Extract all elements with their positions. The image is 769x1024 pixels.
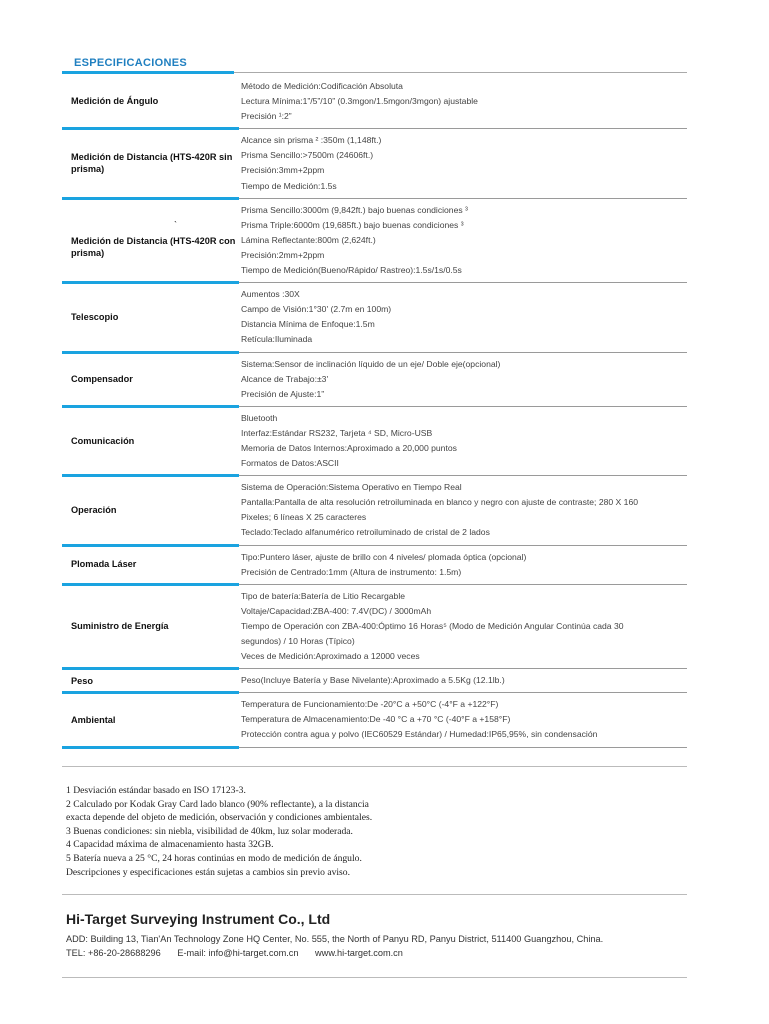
spec-value: Sistema:Sensor de inclinación líquido de un eje/ Doble eje(opcional) <box>241 358 501 369</box>
spec-row <box>62 669 687 693</box>
spec-value: Lámina Reflectante:800m (2,624ft.) <box>241 234 376 245</box>
spec-value: Pantalla:Pantalla de alta resolución retroiluminada en blanco y negro con ajuste de contraste; 280 X 160 <box>241 497 639 508</box>
spec-value: Prisma Triple:6000m (19,685ft.) bajo buenas condiciones ³ <box>241 219 464 230</box>
spec-label-text: Compensador <box>71 373 133 384</box>
spec-row <box>62 283 687 352</box>
footnote: 4 Capacidad máxima de almacenamiento hasta 32GB. <box>66 839 274 851</box>
divider-top <box>62 766 687 767</box>
company-name: Hi-Target Surveying Instrument Co., Ltd <box>66 911 331 927</box>
footnote: 3 Buenas condiciones: sin niebla, visibilidad de 40km, luz solar moderada. <box>66 825 353 837</box>
spec-value: Aumentos :30X <box>241 289 300 300</box>
spec-value: Prisma Sencillo:>7500m (24606ft.) <box>241 150 374 161</box>
spec-values <box>239 199 687 282</box>
spec-value: Teclado:Teclado alfanumérico retroiluminado de cristal de 2 lados <box>241 527 490 538</box>
spec-label-text: Medición de Distancia (HTS-420R sin prisma) <box>71 152 233 175</box>
spec-values <box>239 75 687 128</box>
spec-value: Precisión:3mm+2ppm <box>241 165 325 176</box>
spec-label-text: Ambiental <box>71 714 116 725</box>
footnote: exacta depende del objeto de medición, observación y condiciones ambientales. <box>66 812 373 824</box>
spec-row <box>62 476 687 545</box>
spec-values <box>239 129 687 197</box>
spec-label <box>62 546 239 584</box>
spec-value: Pixeles; 6 líneas X 25 caracteres <box>241 512 367 523</box>
spec-values <box>239 283 687 351</box>
spec-label <box>62 476 239 544</box>
spec-value: Prisma Sencillo:3000m (9,842ft.) bajo buenas condiciones ³ <box>241 204 468 215</box>
footnotes <box>66 784 446 879</box>
spec-values <box>239 669 687 692</box>
spec-value: Tiempo de Medición(Bueno/Rápido/ Rastreo):1.5s/1s/0.5s <box>241 265 462 276</box>
section-title: ESPECIFICACIONES <box>74 57 187 69</box>
spec-value: Tipo:Puntero láser, ajuste de brillo con 4 niveles/ plomada óptica (opcional) <box>241 551 527 562</box>
company-contacts <box>66 948 417 958</box>
spec-value: Tipo de batería:Batería de Litio Recargable <box>241 590 406 601</box>
spec-row <box>62 75 687 129</box>
spec-value: Protección contra agua y polvo (IEC60529 Estándar) / Humedad:IP65,95%, sin condensación <box>241 729 598 740</box>
spec-value: Precisión de Centrado:1mm (Altura de instrumento: 1.5m) <box>241 566 462 577</box>
spec-values <box>239 353 687 406</box>
spec-label <box>62 353 239 406</box>
spec-label-text: Medición de Ángulo <box>71 96 159 107</box>
spec-label <box>62 283 239 351</box>
spec-row <box>62 407 687 476</box>
spec-values <box>239 693 687 746</box>
spec-value: Voltaje/Capacidad:ZBA-400: 7.4V(DC) / 3000mAh <box>241 605 432 616</box>
company-address: ADD: Building 13, Tian'An Technology Zone HQ Center, No. 555, the North of Panyu RD, Panyu District, 511400 Guangzhou, China. <box>66 934 604 944</box>
spec-label <box>62 693 239 746</box>
spec-value: Formatos de Datos:ASCII <box>241 458 339 469</box>
footnote: Descripciones y especificaciones están sujetas a cambios sin previo aviso. <box>66 866 350 878</box>
specifications-table <box>62 75 687 748</box>
spec-label <box>62 129 239 197</box>
spec-label-text: Comunicación <box>71 435 135 446</box>
company-email[interactable]: E-mail: info@hi-target.com.cn <box>177 948 299 958</box>
spec-values <box>239 476 687 544</box>
spec-value: Temperatura de Almacenamiento:De -40 °C a +70 °C (-40°F a +158°F) <box>241 714 511 725</box>
footnote: 5 Batería nueva a 25 °C, 24 horas continúas en modo de medición de ángulo. <box>66 852 362 864</box>
spec-value: Temperatura de Funcionamiento:De -20°C a +50°C (-4°F a +122°F) <box>241 699 499 710</box>
spec-mark: ` <box>174 219 177 230</box>
spec-label <box>62 669 239 692</box>
spec-values <box>239 585 687 668</box>
spec-value: Precisión de Ajuste:1” <box>241 388 325 399</box>
spec-label <box>62 407 239 475</box>
spec-value: Retícula:Iluminada <box>241 334 313 345</box>
spec-values <box>239 407 687 475</box>
spec-label-text: Telescopio <box>71 312 119 323</box>
spec-value: Alcance de Trabajo:±3' <box>241 373 329 384</box>
spec-label-text: Peso <box>71 675 93 686</box>
spec-value: Memoria de Datos Internos:Aproximado a 20,000 puntos <box>241 442 457 453</box>
spec-row <box>62 199 687 283</box>
spec-value: Interfaz:Estándar RS232, Tarjeta ⁴ SD, Micro-USB <box>241 427 433 438</box>
spec-value: Tiempo de Medición:1.5s <box>241 180 337 191</box>
divider-bottom <box>62 977 687 978</box>
spec-row <box>62 585 687 669</box>
spec-row <box>62 693 687 747</box>
company-website[interactable]: www.hi-target.com.cn <box>315 948 403 958</box>
spec-value: Peso(Incluye Batería y Base Nivelante):Aproximado a 5.5Kg (12.1lb.) <box>241 675 505 686</box>
title-accent-bar <box>62 71 234 74</box>
spec-value: Alcance sin prisma ² :350m (1,148ft.) <box>241 135 382 146</box>
spec-value: Precisión:2mm+2ppm <box>241 249 325 260</box>
spec-label-text: Suministro de Energía <box>71 621 169 632</box>
spec-values <box>239 546 687 584</box>
spec-value: Campo de Visión:1°30' (2.7m en 100m) <box>241 304 392 315</box>
spec-value: Lectura Mínima:1”/5”/10” (0.3mgon/1.5mgon/3mgon) ajustable <box>241 96 478 107</box>
spec-value: Distancia Mínima de Enfoque:1.5m <box>241 319 375 330</box>
spec-value: Veces de Medición:Aproximado a 12000 veces <box>241 651 420 662</box>
spec-row <box>62 353 687 407</box>
spec-label <box>62 199 239 282</box>
company-tel: TEL: +86-20-28688296 <box>66 948 161 958</box>
spec-label <box>62 585 239 668</box>
spec-row <box>62 129 687 198</box>
spec-value: Sistema de Operación:Sistema Operativo en Tiempo Real <box>241 482 462 493</box>
spec-label-text: Operación <box>71 505 117 516</box>
spec-row <box>62 546 687 585</box>
spec-label <box>62 75 239 128</box>
spec-label-text: Medición de Distancia (HTS-420R con prisma) <box>71 235 236 259</box>
footnote: 2 Calculado por Kodak Gray Card lado blanco (90% reflectante), a la distancia <box>66 798 369 810</box>
footnote: 1 Desviación estándar basado en ISO 17123-3. <box>66 785 246 796</box>
spec-value: segundos) / 10 Horas (Típico) <box>241 636 355 646</box>
divider-middle <box>62 894 687 895</box>
spec-value: Método de Medición:Codificación Absoluta <box>241 81 403 91</box>
spec-value: Tiempo de Operación con ZBA-400:Óptimo 16 Horas⁵ (Modo de Medición Angular Continúa cada 30 <box>241 620 624 631</box>
spec-value: Bluetooth <box>241 412 278 423</box>
spec-value: Precisión ¹:2” <box>241 111 292 122</box>
spec-label-text: Plomada Láser <box>71 559 137 570</box>
